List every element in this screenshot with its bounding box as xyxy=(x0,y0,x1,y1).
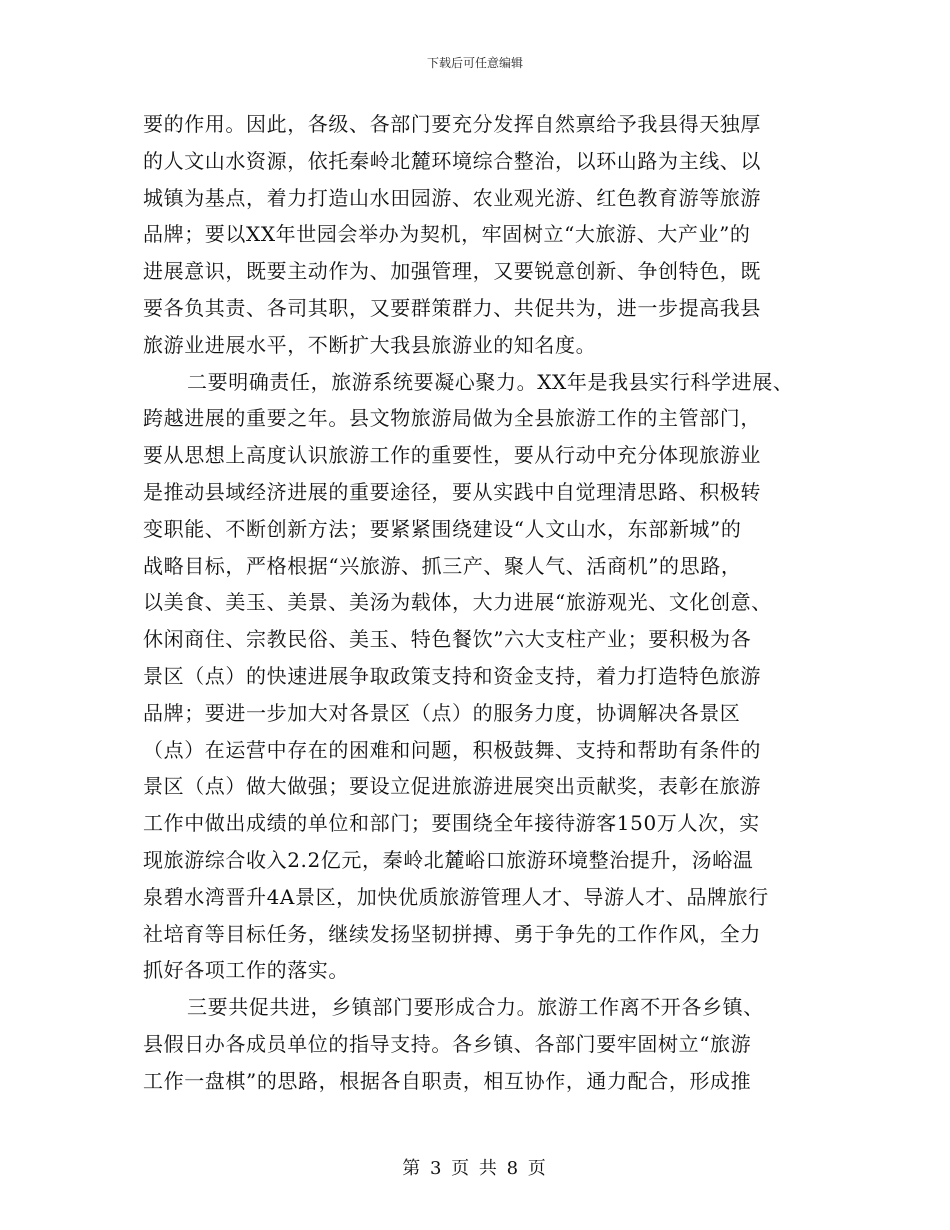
paragraph-line: （点）在运营中存在的困难和问题，积极鼓舞、支持和帮助有条件的 xyxy=(143,737,761,762)
paragraph-line: 泉碧水湾晋升4A景区，加快优质旅游管理人才、导游人才、品牌旅行 xyxy=(143,884,769,909)
document-body xyxy=(143,106,843,1100)
paragraph-line: 要从思想上高度认识旅游工作的重要性，要从行动中充分体现旅游业 xyxy=(143,443,761,468)
paragraph-line: 要的作用。因此，各级、各部门要充分发挥自然禀给予我县得天独厚 xyxy=(143,112,761,136)
paragraph xyxy=(143,989,843,1099)
paragraph xyxy=(143,364,843,990)
paragraph xyxy=(143,106,843,364)
paragraph-line: 战略目标，严格根据“兴旅游、抓三产、聚人气、活商机”的思路， xyxy=(143,553,742,578)
paragraph-line: 以美食、美玉、美景、美汤为载体，大力进展“旅游观光、文化创意、 xyxy=(143,590,772,615)
paragraph-line: 变职能、不断创新方法；要紧紧围绕建设“人文山水，东部新城”的 xyxy=(143,516,742,541)
paragraph-line: 二要明确责任，旅游系统要凝心聚力。XX年是我县实行科学进展、 xyxy=(187,369,794,394)
paragraph-line: 工作中做出成绩的单位和部门；要围绕全年接待游客150万人次，实 xyxy=(143,811,760,836)
page-header: 下载后可任意编辑 xyxy=(426,56,523,70)
paragraph-line: 休闲商住、宗教民俗、美玉、特色餐饮”六大支柱产业；要积极为各 xyxy=(143,627,752,652)
paragraph-line: 的人文山水资源，依托秦岭北麓环境综合整治，以环山路为主线、以 xyxy=(143,148,761,173)
paragraph-line: 抓好各项工作的落实。 xyxy=(143,958,349,983)
paragraph-line: 社培育等目标任务，继续发扬坚韧拼搏、勇于争先的工作作风，全力 xyxy=(143,921,761,946)
paragraph-line: 跨越进展的重要之年。县文物旅游局做为全县旅游工作的主管部门， xyxy=(143,406,761,431)
paragraph-line: 景区（点）的快速进展争取政策支持和资金支持，着力打造特色旅游 xyxy=(143,663,761,688)
paragraph-line: 是推动县域经济进展的重要途径，要从实践中自觉理清思路、积极转 xyxy=(143,479,761,504)
paragraph-line: 品牌；要进一步加大对各景区（点）的服务力度，协调解决各景区 xyxy=(143,700,741,725)
paragraph-line: 进展意识，既要主动作为、加强管理，又要锐意创新、争创特色，既 xyxy=(143,259,761,284)
paragraph-line: 品牌；要以XX年世园会举办为契机，牢固树立“大旅游、大产业”的 xyxy=(143,222,751,247)
paragraph-line: 旅游业进展水平，不断扩大我县旅游业的知名度。 xyxy=(143,332,597,357)
paragraph-line: 县假日办各成员单位的指导支持。各乡镇、各部门要牢固树立“旅游 xyxy=(143,1031,752,1056)
page-footer: 第 3 页 共 8 页 xyxy=(402,1158,548,1179)
paragraph-line: 工作一盘棋”的思路，根据各自职责，相互协作，通力配合，形成推 xyxy=(143,1068,752,1093)
paragraph-line: 景区（点）做大做强；要设立促进旅游进展突出贡献奖，表彰在旅游 xyxy=(143,774,761,799)
paragraph-line: 三要共促共进，乡镇部门要形成合力。旅游工作离不开各乡镇、 xyxy=(187,995,764,1020)
paragraph-line: 要各负其责、各司其职，又要群策群力、共促共为，进一步提高我县 xyxy=(143,295,761,320)
paragraph-line: 现旅游综合收入2.2亿元，秦岭北麓峪口旅游环境整治提升，汤峪温 xyxy=(143,847,754,872)
paragraph-line: 城镇为基点，着力打造山水田园游、农业观光游、红色教育游等旅游 xyxy=(143,185,761,210)
